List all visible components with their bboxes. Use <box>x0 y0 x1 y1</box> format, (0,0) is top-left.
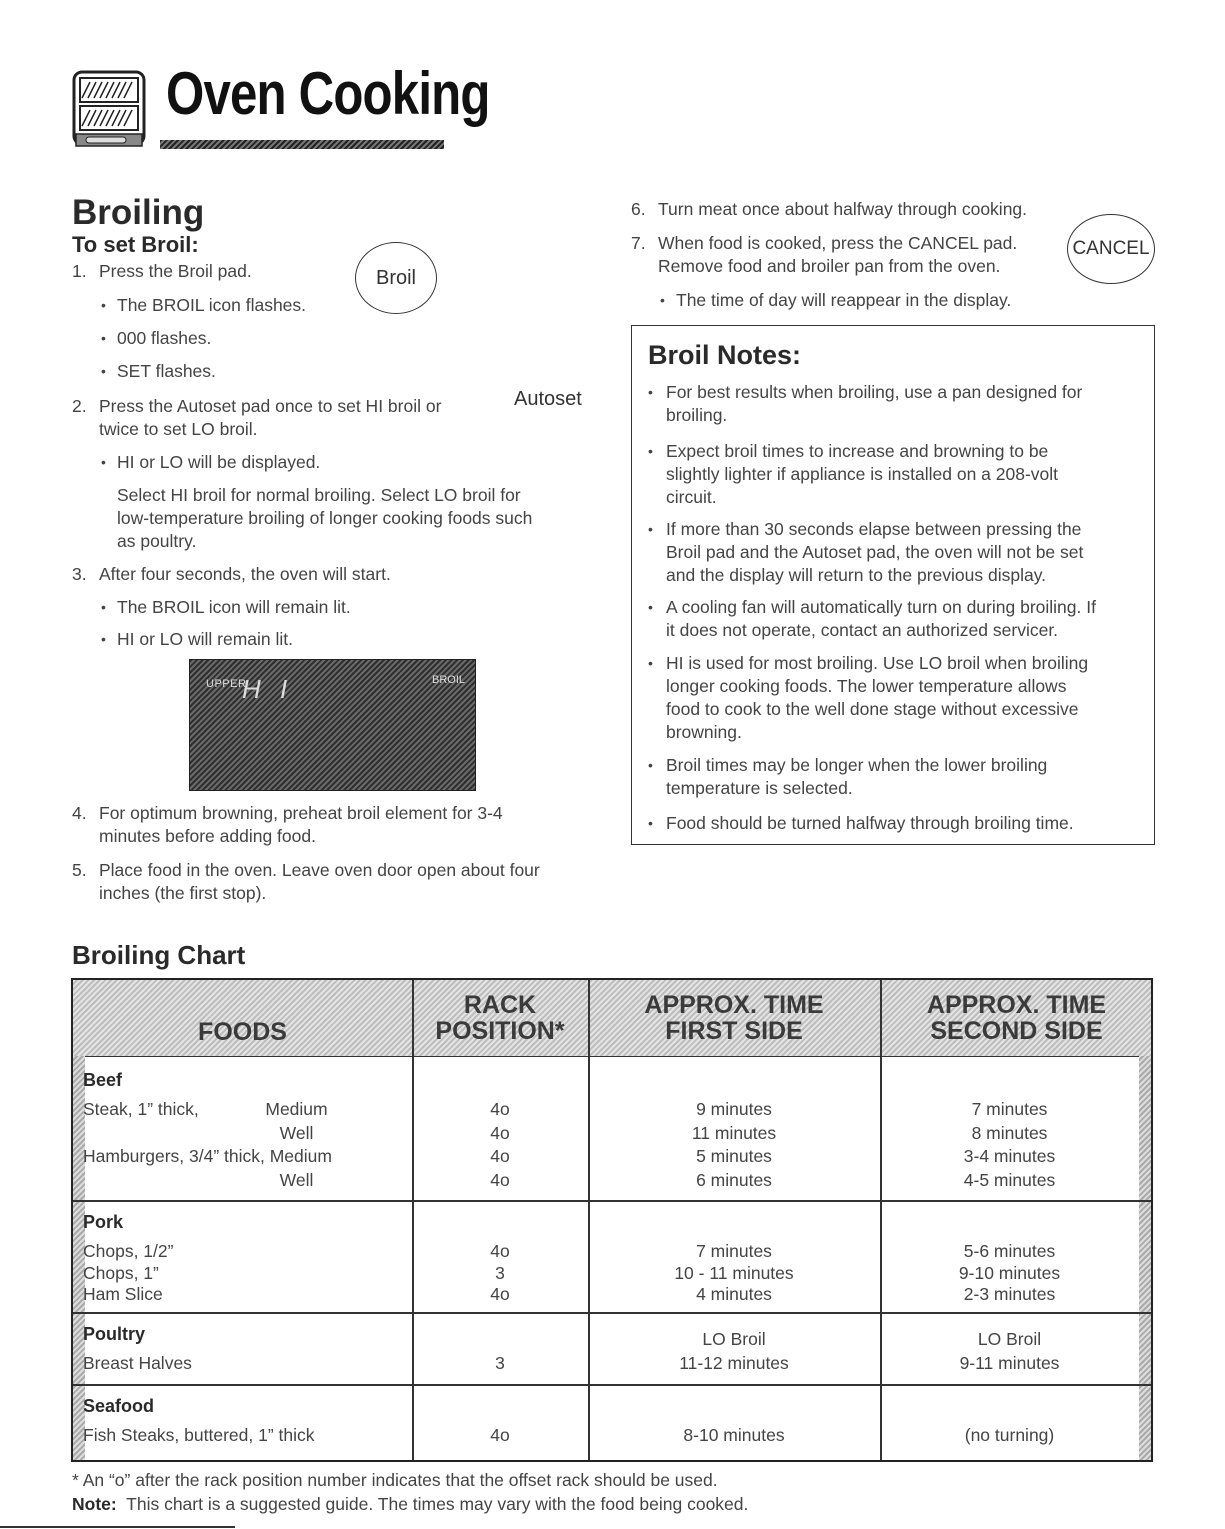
cell-second: 8 minutes <box>971 1122 1048 1143</box>
category-label: Pork <box>83 1212 124 1232</box>
cell-food: Hamburgers, 3/4” thick, Medium <box>83 1146 332 1166</box>
bullet-item: • HI or LO will remain lit. <box>117 628 293 651</box>
title-underline <box>160 140 444 149</box>
cell-food: Steak, 1” thick, <box>83 1099 199 1119</box>
cell-rack: 3 <box>495 1353 505 1373</box>
cell-food: Fish Steaks, buttered, 1” thick <box>83 1425 315 1445</box>
cell-second: 7 minutes <box>971 1099 1048 1119</box>
display-value: H I <box>242 674 294 704</box>
cell-rack: 4o <box>490 1122 510 1143</box>
cell-second: 4-5 minutes <box>963 1169 1056 1190</box>
display-upper-label: UPPER <box>206 678 247 690</box>
bullet-item: • The time of day will reappear in the display. <box>676 289 1011 312</box>
cell-first: 11 minutes <box>691 1122 777 1143</box>
broil-note-item: • If more than 30 seconds elapse between pressing the Broil pad and the Autoset pad, the oven will not be set and the display will return to the previous display. <box>666 518 1146 587</box>
cell-second: 5-6 minutes <box>963 1241 1056 1261</box>
page-title: Oven Cooking <box>166 60 490 127</box>
cell-second: 9-11 minutes <box>959 1353 1060 1373</box>
bullet-item: • The BROIL icon will remain lit. <box>117 596 351 619</box>
header-second-side: APPROX. TIME SECOND SIDE <box>926 991 1107 1045</box>
header-foods: FOODS <box>198 1018 287 1046</box>
cell-rack: 3 <box>495 1262 505 1283</box>
cell-first: 5 minutes <box>696 1146 772 1166</box>
cell-food: Chops, 1” <box>83 1262 159 1283</box>
cell-second: LO Broil <box>977 1329 1042 1349</box>
cell-first: LO Broil <box>702 1329 766 1349</box>
cell-rack: 4o <box>490 1425 510 1445</box>
broiling-chart-table <box>71 978 1153 1462</box>
cell-second: 3-4 minutes <box>963 1146 1056 1166</box>
footnote-asterisk: * An “o” after the rack position number indicates that the offset rack should be used. <box>72 1470 718 1490</box>
autoset-pad-button[interactable]: Autoset <box>514 388 582 410</box>
cell-rack: 4o <box>490 1241 510 1261</box>
category-label: Seafood <box>83 1396 155 1416</box>
broiling-chart-title: Broiling Chart <box>72 940 246 970</box>
subtitle-to-set-broil: To set Broil: <box>72 232 199 257</box>
cell-rack: 4o <box>490 1169 510 1190</box>
bullet-item: • The BROIL icon flashes. <box>117 294 306 317</box>
cell-food: Breast Halves <box>83 1353 192 1373</box>
broil-notes-title: Broil Notes: <box>648 340 802 370</box>
oven-icon <box>72 70 152 152</box>
cell-rack: 4o <box>490 1099 510 1119</box>
cell-food: Ham Slice <box>83 1284 163 1304</box>
broil-note-item: • A cooling fan will automatically turn on during broiling. If it does not operate, contact an authorized servicer. <box>666 596 1146 642</box>
bullet-item: • SET flashes. <box>117 360 216 383</box>
category-label: Poultry <box>83 1324 146 1344</box>
cell-food: Chops, 1/2” <box>83 1241 174 1261</box>
header-first-side: APPROX. TIME FIRST SIDE <box>644 991 824 1045</box>
cell-first: 6 minutes <box>696 1169 772 1190</box>
cell-second: 2-3 minutes <box>963 1284 1056 1304</box>
cancel-pad-button[interactable]: CANCEL <box>1067 214 1155 284</box>
cell-first: 11-12 minutes <box>679 1353 789 1373</box>
cell-second: (no turning) <box>964 1425 1055 1445</box>
cell-first: 9 minutes <box>696 1099 772 1119</box>
display-broil-label: BROIL <box>432 674 466 686</box>
broil-notes-box <box>631 325 1155 845</box>
bullet-item: • HI or LO will be displayed. <box>117 451 320 474</box>
broil-paragraph: Select HI broil for normal broiling. Select LO broil for low-temperature broiling of longer cooking foods such as poultry. <box>117 485 533 551</box>
cell-done: Well <box>279 1122 314 1143</box>
footnote-note: Note: This chart is a suggested guide. The times may vary with the food being cooked. <box>72 1494 749 1514</box>
cell-rack: 4o <box>490 1284 510 1304</box>
oven-display-panel <box>189 659 476 791</box>
cell-first: 7 minutes <box>696 1241 772 1261</box>
category-label: Beef <box>83 1070 123 1090</box>
broil-note-item: • Broil times may be longer when the lower broiling temperature is selected. <box>666 754 1146 800</box>
cell-rack: 4o <box>490 1146 510 1166</box>
broil-note-item: • HI is used for most broiling. Use LO broil when broiling longer cooking foods. The lower temperature allows food to cook to the well done stage without excessive browning. <box>666 652 1146 744</box>
section-title-broiling: Broiling <box>72 193 205 232</box>
bullet-item: • 000 flashes. <box>117 327 211 350</box>
broil-note-item: • Expect broil times to increase and browning to be slightly lighter if appliance is installed on a 208-volt circuit. <box>666 440 1146 509</box>
cell-done: Medium <box>265 1099 328 1119</box>
cell-second: 9-10 minutes <box>958 1262 1061 1283</box>
header-rack-position: RACK POSITION* <box>435 991 565 1045</box>
broil-pad-button[interactable]: Broil <box>355 242 437 314</box>
broil-note-item: • Food should be turned halfway through broiling time. <box>666 812 1146 835</box>
cell-done: Well <box>279 1169 314 1190</box>
cell-first: 4 minutes <box>696 1284 772 1304</box>
cell-first: 8-10 minutes <box>683 1425 785 1445</box>
broil-note-item: • For best results when broiling, use a pan designed for broiling. <box>666 381 1146 427</box>
cell-first: 10 - 11 minutes <box>674 1262 794 1283</box>
